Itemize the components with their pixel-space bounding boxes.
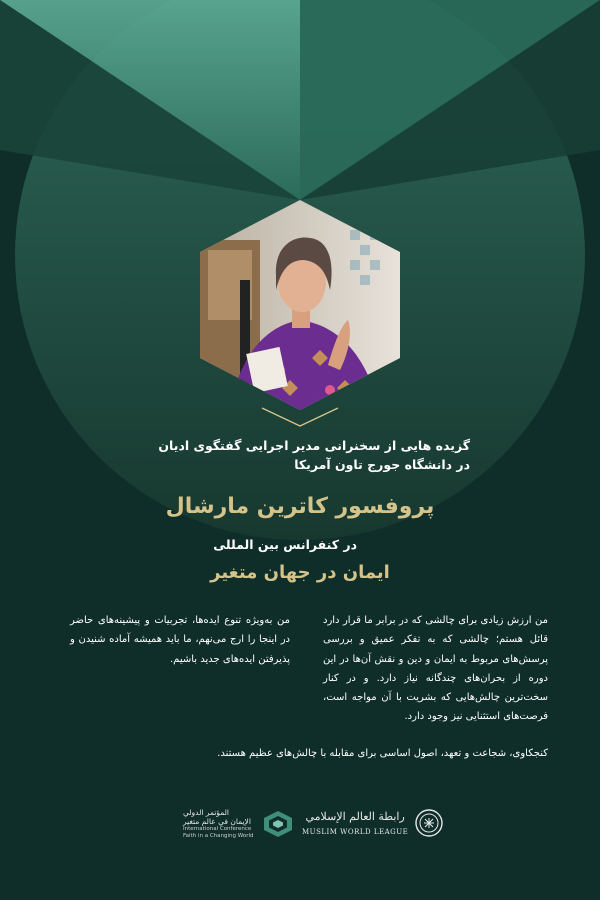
hexagon-logo-icon — [262, 809, 294, 839]
mwl-english-name: MUSLIM WORLD LEAGUE — [302, 827, 409, 836]
icc-english-line-2: Faith in a Changing World — [183, 833, 254, 839]
quote-left-column: من به‌ویژه تنوع ایده‌ها، تجربیات و پیشینه‌های حاضر در اینجا را ارج می‌نهم، ما باید همیشه آماده شنیدن و پذیرفتن ایده‌های جدید باشیم. — [70, 615, 290, 665]
conference-prefix: در کنفرانس بین المللی — [213, 537, 357, 552]
conference-title: ایمان در جهان متغیر — [210, 562, 390, 583]
intro-text — [110, 436, 470, 474]
speaker-photo-icon — [200, 200, 400, 410]
speaker-name: پروفسور کاترین مارشال — [165, 494, 435, 519]
chevron-divider-icon — [260, 404, 340, 430]
mwl-arabic-name: رابطة العالم الإسلامي — [305, 809, 405, 823]
icc-english-line-1: International Conference — [183, 826, 252, 832]
muslim-world-league-logo — [302, 808, 444, 838]
speaker-photo — [200, 200, 400, 410]
conference-logo — [183, 808, 294, 840]
quote-right-column: من ارزش زیادی برای چالشی که در برابر ما قرار دارد قائل هستم؛ چالشی که به تفکر عمیق و بررسی پرسش‌های مربوط به ایمان و دین و نقش آن‌ها در این دوره از بحران‌های چندگانه نیاز دارد. و در کنار سخت‌ترین چالش‌هایی که بشریت با آن مواجه است، فرصت‌های استثنایی نیز وجود دارد. — [323, 615, 548, 723]
mwl-emblem-icon — [414, 808, 444, 838]
icc-arabic-line-1: المؤتمر الدولي — [183, 808, 229, 817]
intro-line-2: در دانشگاه جورج تاون آمریکا — [294, 457, 470, 472]
intro-line-1: گزیده هایی از سخنرانی مدیر اجرایی گفتگوی ادیان — [158, 438, 470, 453]
closing-statement: کنجکاوی، شجاعت و تعهد، اصول اساسی برای مقابله با چالش‌های عظیم هستند. — [217, 748, 548, 759]
icc-arabic-line-2: الإيمان في عالم متغير — [183, 817, 251, 826]
